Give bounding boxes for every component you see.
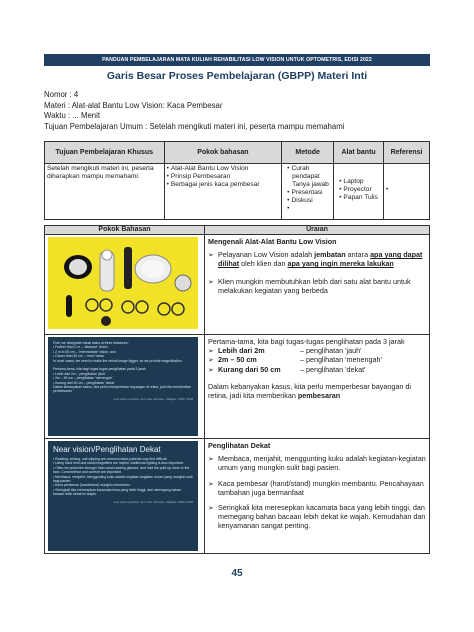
near-vision-slide-image: Near vision/Penglihatan Dekat • Reading, sewing, nail clipping are common tasks patients may find difficult. • Using hand held and stand magnifiers are helpful. Additional lighting is also important. • Often we prescribe stronger than usual reading glasses, and hold the print up close to the face. Convenience and comfort are important. • Membaca, menjahit, menggunting kuku adalah kegiatan-kegiatan umum yang mungkin sulit bagi pasien. • Kaca pembesar (hand/stand) mungkin membantu. • Seringkali kita meresepkan kacamata baca yang lebih tinggi, dan memegang bahan bacaan lebih dekat ke wajah. Low vision practice: Ann Uhe Johnson, Jaltigan, 1983, 2018 (48, 441, 198, 551)
uraian-cell-2 (204, 335, 429, 439)
uraian-point: ➢ Kaca pembesar (hand/stand) mungkin membantu. Pencahayaan tambahan juga bermanfaat (207, 478, 424, 497)
distance-item: ➢ Lebih dari 2m – penglihatan 'jauh' (207, 346, 362, 356)
cell-pokok (164, 164, 282, 220)
arrow-bullet-icon: ➢ (207, 478, 214, 488)
uraian-point: ➢ Membaca, menjahit, menggunting kuku adalah kegiatan-kegiatan umum yang mungkin sulit bagi pasien. (207, 454, 426, 473)
meta-waktu: Waktu : ... Menit (44, 111, 101, 120)
col-header-tujuan: Tujuan Pembelajaran Khusus (45, 142, 165, 164)
meta-materi: Materi : Alat-alat Bantu Low Vision: Kaca Pembesar (44, 100, 223, 110)
gbpp-table (44, 141, 430, 220)
col-header-pokok-bahasan: Pokok Bahasan (45, 226, 205, 235)
alat-item: • Papan Tulis (339, 194, 381, 202)
distance-slide-cell (45, 335, 205, 439)
metode-item: • Diskusi (287, 197, 331, 205)
near-slide-cell (45, 439, 205, 554)
col-header-metode: Metode (282, 142, 334, 164)
uraian-point: ➢ Seringkali kita meresepkan kacamata baca yang lebih tinggi, dan memegang bahan bacaan lebih dekat ke wajah. Kemudahan dan kenyamanan sangat penting. (207, 503, 426, 531)
uraian-row-2 (45, 335, 430, 439)
meta-block (44, 90, 344, 132)
col-header-pokok: Pokok bahasan (164, 142, 282, 164)
arrow-bullet-icon: ➢ (207, 503, 214, 513)
metode-item: • Presentasi (287, 189, 331, 197)
uraian-row-3 (45, 439, 430, 554)
uraian-point: ➢ Klien mungkin membutuhkan lebih dari satu alat bantu untuk melakukan kegiatan yang berbeda (207, 276, 411, 295)
arrow-bullet-icon: ➢ (207, 346, 214, 356)
low-vision-aids-photo (48, 237, 198, 329)
magnifiers-illustration (48, 237, 198, 329)
meta-tujuan: Tujuan Pembelajaran Umum : Setelah mengikuti materi ini, peserta mampu memahami (44, 121, 345, 131)
uraian-point: ➢ Pelayanan Low Vision adalah jembatan antara apa yang dapat dilihat oleh klien dan apa yang ingin mereka lakukan (207, 250, 423, 269)
pokok-item: • Prinsip Pembesaran (167, 173, 280, 181)
section-heading: Mengenali Alat-Alat Bantu Low Vision (207, 237, 337, 246)
uraian-cell-3 (204, 439, 429, 554)
col-header-referensi: Referensi (384, 142, 430, 164)
gbpp-body-row (45, 164, 430, 220)
meta-nomor: Nomor : 4 (44, 90, 79, 99)
gbpp-header-row (45, 142, 430, 164)
section-heading: Penglihatan Dekat (207, 441, 271, 450)
cell-metode (282, 164, 334, 220)
aids-photo-cell (45, 235, 205, 335)
pokok-item: • Berbagai jenis kaca pembesar (167, 181, 280, 189)
page-number: 45 (231, 568, 243, 579)
uraian-cell-1 (204, 235, 429, 335)
uraian-table (44, 225, 430, 554)
metode-item: • Curah pendapat Tanya jawab (287, 165, 331, 189)
referensi-item (386, 186, 427, 194)
arrow-bullet-icon: ➢ (207, 364, 214, 374)
distance-slide-image: First, we designate visual tasks at three distances: • Further than 2 m – 'distance' vision • 2 m to 50 cm – 'intermediate' vision, and • Closer than 50 cm – 'near' vision In most cases, we need to make the retinal image bigger, so we provide magnification. Pertama-tama, kita bagi tugas-tugas penglihatan pada 3 jarak • Lebih dari 2m – penglihatan 'jauh' • 2m – 50 cm – penglihatan 'menengah' • Kurang dari 50 cm – penglihatan 'dekat' Dalam kebanyakan kasus, kita perlu memperbesar bayangan di retina, jadi kita memberikan pembesaran Low vision practice: Ann Uhe Johnson, Jaltigan, 1983, 2018 (48, 337, 198, 436)
page-title: Garis Besar Proses Pembelajaran (GBPP) Materi Inti (106, 70, 368, 82)
cell-tujuan: Setelah mengikuti materi ini, peserta diharapkan mampu memahami: (45, 164, 165, 220)
cell-referensi (384, 164, 430, 220)
alat-item: • Laptop (339, 178, 381, 186)
distance-outro: Dalam kebanyakan kasus, kita perlu memperbesar bayangan di retina, jadi kita memberikan pembesaran (207, 381, 411, 401)
arrow-bullet-icon: ➢ (207, 276, 214, 286)
arrow-bullet-icon: ➢ (207, 250, 214, 260)
distance-item: ➢ Kurang dari 50 cm – penglihatan 'dekat' (207, 364, 366, 374)
distance-intro: Pertama-tama, kita bagi tugas-tugas penglihatan pada 3 jarak (207, 337, 405, 346)
col-header-uraian: Uraian (204, 226, 429, 235)
arrow-bullet-icon: ➢ (207, 454, 214, 464)
cell-alat (334, 164, 384, 220)
header-banner: PANDUAN PEMBELAJARAN MATA KULIAH REHABILITASI LOW VISION UNTUK OPTOMETRIS, EDISI 2022 (44, 54, 430, 66)
uraian-row-1 (45, 235, 430, 335)
distance-item: ➢ 2m – 50 cm – penglihatan 'menengah' (207, 355, 382, 365)
uraian-header-row (45, 226, 430, 235)
col-header-alat: Alat bantu (334, 142, 384, 164)
pokok-item: • Alat-Alat Bantu Low Vision (167, 165, 280, 173)
arrow-bullet-icon: ➢ (207, 355, 214, 365)
metode-item (287, 205, 331, 213)
alat-item: • Proyector (339, 186, 381, 194)
